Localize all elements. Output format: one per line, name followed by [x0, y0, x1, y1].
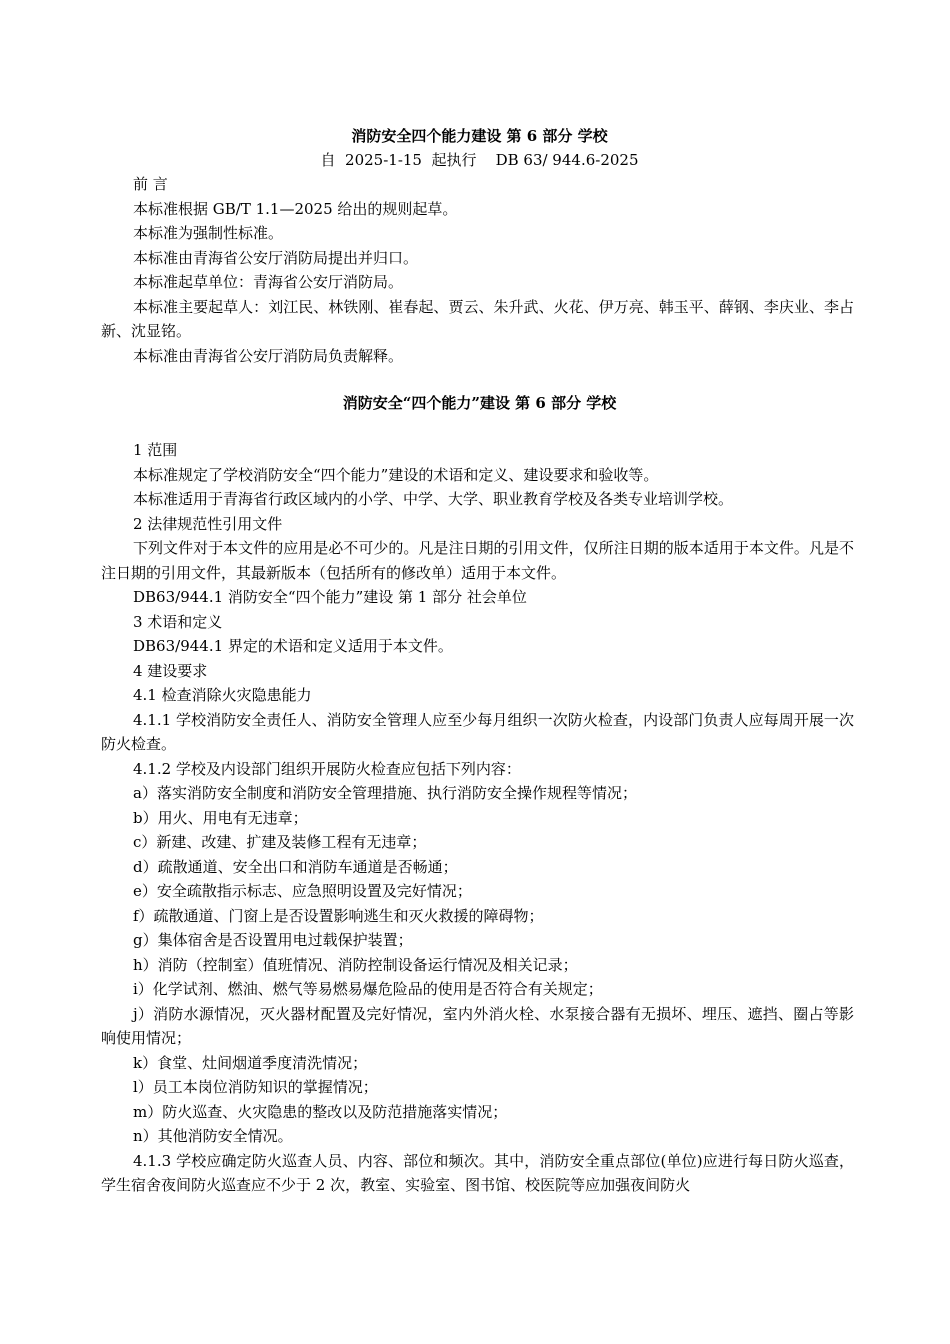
preface-paragraph: 本标准起草单位：青海省公安厅消防局。: [133, 273, 404, 291]
list-item: a）落实消防安全制度和消防安全管理措施、执行消防安全操作规程等情况；: [133, 784, 637, 802]
clause-heading: 2 法律规范性引用文件: [133, 514, 283, 533]
list-item: b）用火、用电有无违章；: [133, 808, 308, 827]
preface-paragraph: 本标准主要起草人：刘江民、林铁刚、崔春起、贾云、朱升武、火花、伊万亮、韩玉平、薛钢、李庆业、李占新、沈显铭。: [101, 297, 854, 340]
subclause-heading: 4.1 检查消除火灾隐患能力: [133, 686, 312, 704]
list-item: e）安全疏散指示标志、应急照明设置及完好情况；: [133, 882, 472, 900]
list-item: g）集体宿舍是否设置用电过载保护装置；: [133, 931, 413, 949]
list-item: i）化学试剂、燃油、燃气等易燃易爆危险品的使用是否符合有关规定；: [133, 980, 603, 998]
document-meta: 自 2025-1-15 起执行 DB 63/ 944.6-2025: [320, 151, 639, 169]
preface-paragraph: 本标准为强制性标准。: [133, 224, 284, 242]
document-title: 消防安全四个能力建设 第 6 部分 学校: [351, 127, 608, 145]
list-item: n）其他消防安全情况。: [133, 1127, 293, 1145]
preface-paragraph: 本标准由青海省公安厅消防局负责解释。: [133, 346, 404, 365]
preface-heading: 前 言: [133, 175, 168, 193]
list-item: f）疏散通道、门窗上是否设置影响逃生和灭火救援的障碍物；: [133, 906, 544, 925]
body-paragraph: 下列文件对于本文件的应用是必不可少的。凡是注日期的引用文件，仅所注日期的版本适用于本文件。凡是不注日期的引用文件，其最新版本（包括所有的修改单）适用于本文件。: [101, 539, 854, 582]
section-title: 消防安全“四个能力”建设 第 6 部分 学校: [342, 394, 617, 412]
body-paragraph: 4.1.1 学校消防安全责任人、消防安全管理人应至少每月组织一次防火检查，内设部门负责人应每周开展一次防火检查。: [101, 710, 854, 753]
list-item: j）消防水源情况，灭火器材配置及完好情况，室内外消火栓、水泵接合器有无损坏、埋压、遮挡、圈占等影响使用情况；: [101, 1004, 854, 1047]
list-item: d）疏散通道、安全出口和消防车通道是否畅通；: [133, 857, 458, 876]
body-paragraph: 4.1.3 学校应确定防火巡查人员、内容、部位和频次。其中，消防安全重点部位(单位)应进行每日防火巡查，学生宿舍夜间防火巡查应不少于 2 次，教室、实验室、图书馆、校医院等应加强夜间防火: [101, 1151, 854, 1194]
preface-paragraph: 本标准由青海省公安厅消防局提出并归口。: [133, 248, 419, 267]
body-paragraph: DB63/944.1 界定的术语和定义适用于本文件。: [133, 637, 453, 655]
clause-heading: 1 范围: [133, 441, 178, 459]
list-item: k）食堂、灶间烟道季度清洗情况；: [133, 1053, 368, 1072]
preface-paragraph: 本标准根据 GB/T 1.1—2025 给出的规则起草。: [133, 199, 458, 218]
list-item: c）新建、改建、扩建及装修工程有无违章；: [133, 833, 427, 851]
body-paragraph: 本标准规定了学校消防安全“四个能力”建设的术语和定义、建设要求和验收等。: [133, 465, 659, 484]
list-item: m）防火巡查、火灾隐患的整改以及防范措施落实情况；: [133, 1102, 508, 1121]
body-paragraph: 本标准适用于青海省行政区域内的小学、中学、大学、职业教育学校及各类专业培训学校。: [133, 490, 734, 508]
body-paragraph: DB63/944.1 消防安全“四个能力”建设 第 1 部分 社会单位: [133, 588, 527, 606]
clause-heading: 4 建设要求: [133, 661, 208, 680]
body-paragraph: 4.1.2 学校及内设部门组织开展防火检查应包括下列内容：: [133, 759, 521, 778]
list-item: h）消防（控制室）值班情况、消防控制设备运行情况及相关记录；: [133, 955, 578, 974]
clause-heading: 3 术语和定义: [133, 612, 223, 631]
list-item: l）员工本岗位消防知识的掌握情况；: [133, 1078, 378, 1096]
